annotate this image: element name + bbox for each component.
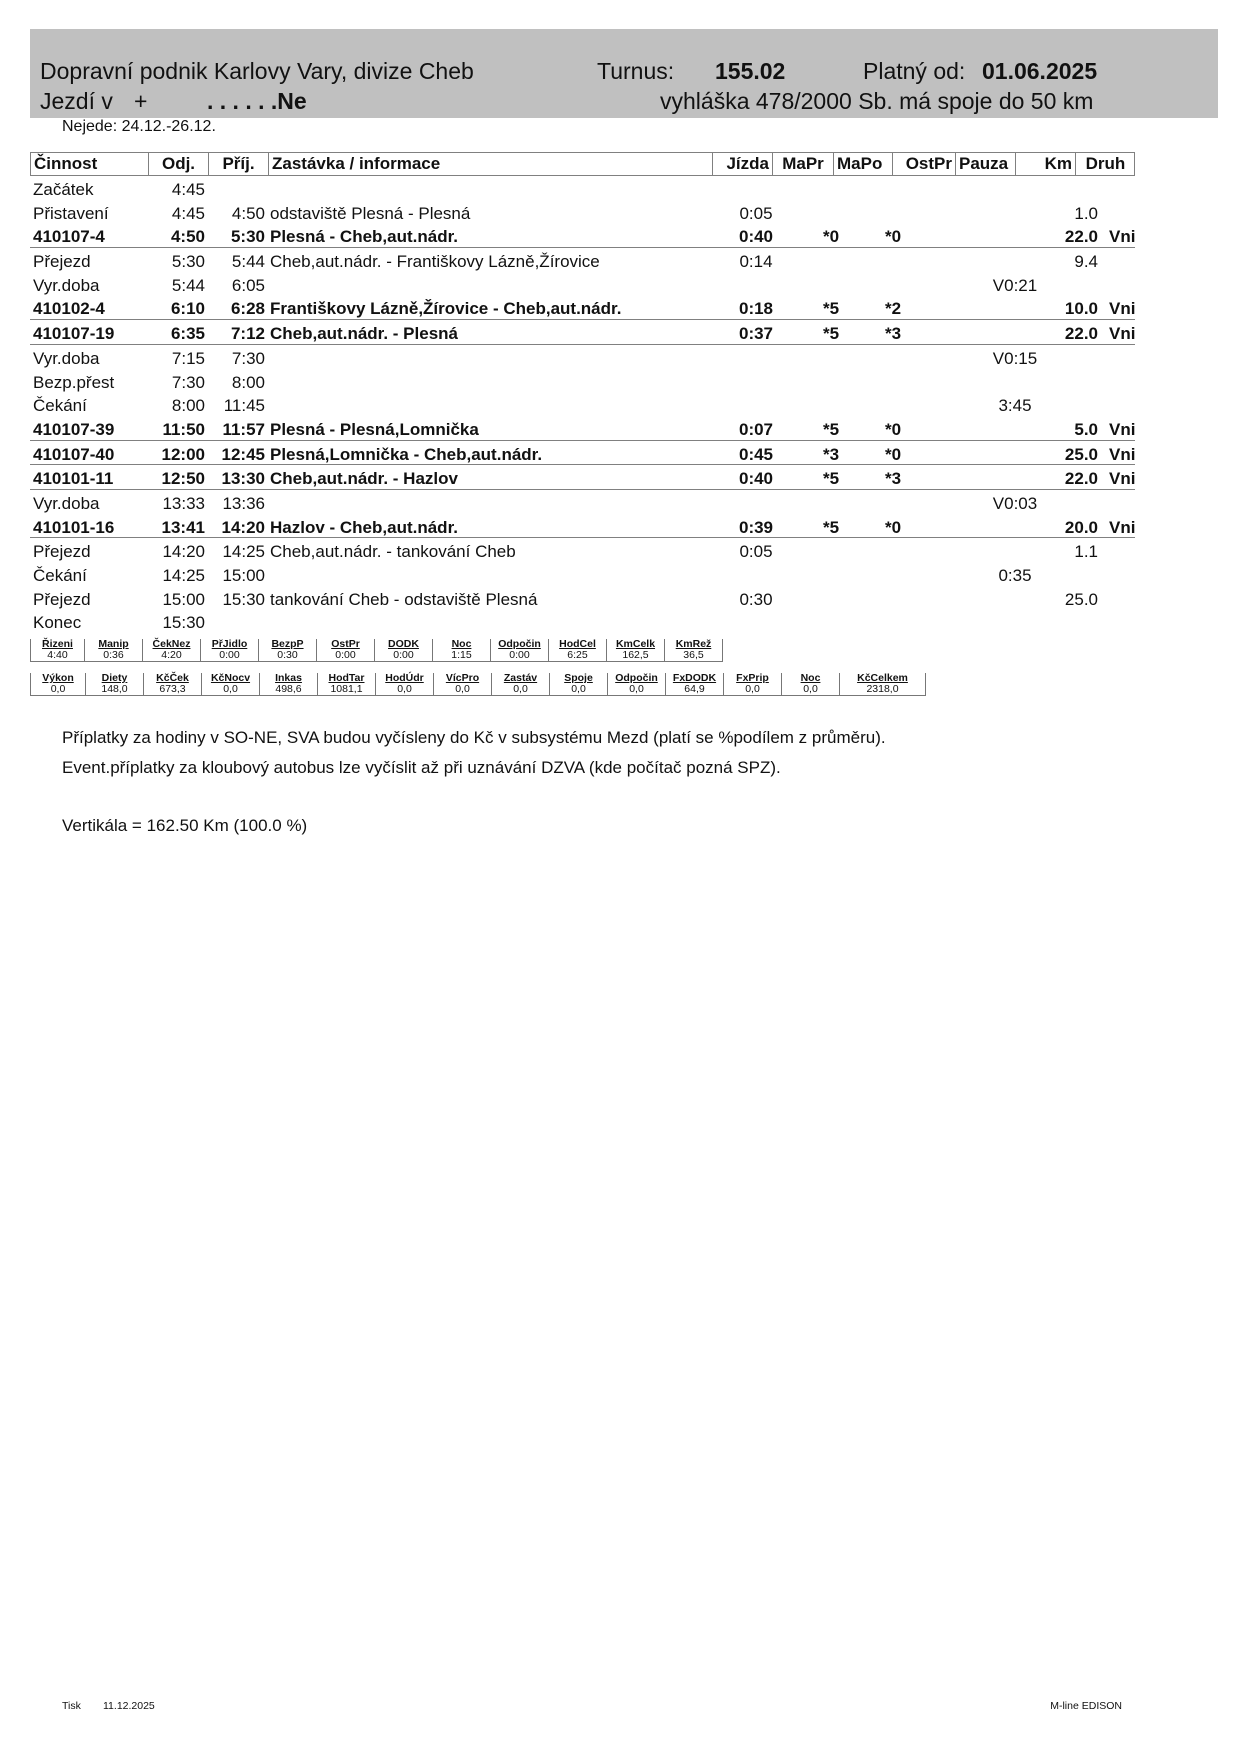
type-cell xyxy=(1101,586,1161,610)
drive-time-cell: 0:45 xyxy=(738,444,774,464)
runs-label: Jezdí v xyxy=(40,88,113,114)
mapr-cell: *5 xyxy=(822,517,840,537)
drive-time-cell: 0:05 xyxy=(739,203,773,223)
table-row xyxy=(30,369,1135,393)
arrival-cell: 7:30 xyxy=(231,348,265,368)
type-cell xyxy=(1101,609,1161,633)
type-cell xyxy=(1101,538,1161,562)
table-row xyxy=(30,392,1135,416)
departure-cell: 4:45 xyxy=(171,180,205,199)
summary-header: ČekNez xyxy=(143,639,201,650)
arrival-cell: 6:28 xyxy=(230,299,265,319)
print-date: 11.12.2025 xyxy=(103,1700,155,1712)
ostpr-cell xyxy=(892,295,955,319)
activity-cell: Čekání xyxy=(33,566,87,585)
table-row xyxy=(30,248,1135,272)
km-cell: 1.0 xyxy=(1074,203,1098,223)
company-name: Dopravní podnik Karlovy Vary, divize Cheb xyxy=(40,58,474,84)
col-mapr: MaPr xyxy=(773,153,834,175)
summary-value: 0,0 xyxy=(202,684,260,696)
km-cell: 22.0 xyxy=(1064,227,1098,247)
stop-info-cell xyxy=(268,392,742,416)
activity-cell: 410107-39 xyxy=(33,419,115,439)
table-header xyxy=(30,152,1135,176)
km-cell xyxy=(1015,490,1101,514)
departure-cell: 7:15 xyxy=(171,348,205,368)
km-cell: 1.1 xyxy=(1074,542,1098,562)
summary-header: HodTar xyxy=(318,673,376,684)
stop-info-cell: Plesná,Lomnička - Cheb,aut.nádr. xyxy=(270,444,543,464)
pause-cell: V0:03 xyxy=(992,493,1038,513)
table-row xyxy=(30,176,1135,200)
stop-info-cell: tankování Cheb - odstaviště Plesná xyxy=(270,589,538,609)
km-cell: 22.0 xyxy=(1064,469,1098,489)
stop-info-cell: Cheb,aut.nádr. - Františkovy Lázně,Žírovice xyxy=(270,252,600,272)
summary-header: Odpočin xyxy=(491,639,549,650)
note-surcharge-weekend: Příplatky za hodiny v SO-NE, SVA budou vyčísleny do Kč v subsystému Mezd (platí se %podílem z průměru). xyxy=(62,728,886,747)
table-row xyxy=(30,272,1135,296)
col-ostpr: OstPr xyxy=(893,153,956,175)
activity-cell: 410107-19 xyxy=(33,324,115,344)
stop-info-cell xyxy=(268,609,742,633)
drive-time-cell: 0:37 xyxy=(738,324,774,344)
summary-value: 0,0 xyxy=(608,684,666,696)
stop-info-cell xyxy=(268,490,742,514)
table-row xyxy=(30,538,1135,562)
departure-cell: 12:00 xyxy=(161,444,205,464)
summary-header: OstPr xyxy=(317,639,375,650)
stop-info-cell: Cheb,aut.nádr. - Hazlov xyxy=(270,469,458,489)
col-cinnost: Činnost xyxy=(31,153,149,175)
activity-cell: 410107-4 xyxy=(33,227,105,247)
type-cell: Vni xyxy=(1109,299,1136,319)
departure-cell: 6:10 xyxy=(170,299,205,319)
activity-cell: Přejezd xyxy=(33,542,91,562)
arrival-cell: 12:45 xyxy=(221,444,265,464)
departure-cell: 11:50 xyxy=(162,419,205,439)
mapo-cell: *0 xyxy=(884,227,902,247)
km-cell xyxy=(1015,609,1101,633)
table-row xyxy=(30,441,1135,466)
drive-time-cell xyxy=(712,609,800,633)
summary-header: DODK xyxy=(375,639,433,650)
summary-header: Inkas xyxy=(260,673,318,684)
turnus-label: Turnus: xyxy=(597,58,675,84)
summary-header: Diety xyxy=(86,673,144,684)
mapr-cell: *5 xyxy=(822,419,840,439)
drive-time-cell: 0:14 xyxy=(739,252,773,272)
ostpr-cell xyxy=(892,369,955,393)
km-cell xyxy=(1015,392,1101,416)
activity-cell: Přejezd xyxy=(33,589,91,609)
mapr-cell xyxy=(800,200,862,224)
type-cell xyxy=(1101,490,1161,514)
table-body xyxy=(30,176,1135,633)
summary-header: Noc xyxy=(782,673,840,684)
stop-info-cell: Plesná - Plesná,Lomnička xyxy=(270,419,479,439)
summary-header: FxDODK xyxy=(666,673,724,684)
km-cell xyxy=(1015,345,1101,369)
table-row xyxy=(30,609,1135,633)
activity-cell: 410102-4 xyxy=(33,299,105,319)
summary-value: 0,0 xyxy=(782,684,840,696)
summary-value: 4:40 xyxy=(31,650,85,662)
activity-cell: 410107-40 xyxy=(33,444,115,464)
mapo-cell: *0 xyxy=(884,419,902,439)
ostpr-cell xyxy=(892,586,955,610)
departure-cell: 13:41 xyxy=(161,517,205,537)
km-cell xyxy=(1015,176,1101,200)
drive-time-cell xyxy=(712,345,800,369)
summary-value: 36,5 xyxy=(665,650,723,662)
ostpr-cell xyxy=(892,514,955,538)
stop-info-cell: Cheb,aut.nádr. - tankování Cheb xyxy=(270,542,516,562)
summary-value: 0:30 xyxy=(259,650,317,662)
ostpr-cell xyxy=(892,490,955,514)
type-cell xyxy=(1101,176,1161,200)
ostpr-cell xyxy=(892,272,955,296)
table-row xyxy=(30,465,1135,490)
summary-header: KmCelk xyxy=(607,639,665,650)
mapr-cell xyxy=(800,586,862,610)
stop-info-cell xyxy=(268,345,742,369)
summary-header: HodCel xyxy=(549,639,607,650)
stop-info-cell xyxy=(268,176,742,200)
runs-plus: + xyxy=(134,88,148,114)
stop-info-cell xyxy=(268,562,742,586)
drive-time-cell xyxy=(712,369,800,393)
mapr-cell: *5 xyxy=(822,324,840,344)
mapr-cell xyxy=(800,538,862,562)
stop-info-cell: Cheb,aut.nádr. - Plesná xyxy=(270,324,458,344)
mapr-cell: *5 xyxy=(822,469,840,489)
col-zastavka: Zastávka / informace xyxy=(269,153,713,175)
table-row xyxy=(30,223,1135,248)
type-cell xyxy=(1101,248,1161,272)
summary-value: 498,6 xyxy=(260,684,318,696)
type-cell: Vni xyxy=(1109,517,1136,537)
activity-cell: Vyr.doba xyxy=(33,275,100,295)
ostpr-cell xyxy=(892,223,955,247)
regulation-note: vyhláška 478/2000 Sb. má spoje do 50 km xyxy=(660,88,1094,114)
type-cell: Vni xyxy=(1109,469,1136,489)
activity-cell: Přistavení xyxy=(33,203,109,223)
arrival-cell: 5:44 xyxy=(231,252,265,272)
ostpr-cell xyxy=(892,441,955,465)
stop-info-cell: odstaviště Plesná - Plesná xyxy=(270,203,471,223)
table-row xyxy=(30,586,1135,610)
km-cell: 10.0 xyxy=(1064,299,1098,319)
summary-header: Zastáv xyxy=(492,673,550,684)
mapr-cell xyxy=(800,345,862,369)
km-cell: 5.0 xyxy=(1074,419,1098,439)
departure-cell: 12:50 xyxy=(161,469,205,489)
ostpr-cell xyxy=(892,562,955,586)
arrival-cell: 13:36 xyxy=(222,493,265,513)
km-cell: 9.4 xyxy=(1074,252,1098,272)
arrival-cell xyxy=(208,176,268,200)
type-cell xyxy=(1101,345,1161,369)
activity-cell: Konec xyxy=(33,613,82,633)
departure-cell: 5:30 xyxy=(171,252,205,272)
mapr-cell xyxy=(800,392,862,416)
col-km: Km xyxy=(1016,153,1076,175)
table-row xyxy=(30,345,1135,369)
summary-header: Řizeni xyxy=(31,639,85,650)
print-label: Tisk xyxy=(62,1700,81,1712)
summary-value: 162,5 xyxy=(607,650,665,662)
km-cell xyxy=(1015,272,1101,296)
stop-info-cell xyxy=(268,272,742,296)
mapo-cell: *3 xyxy=(884,324,902,344)
ostpr-cell xyxy=(892,465,955,489)
mapr-cell: *3 xyxy=(822,444,840,464)
drive-time-cell xyxy=(712,272,800,296)
stop-info-cell: Hazlov - Cheb,aut.nádr. xyxy=(270,517,458,537)
pause-cell: 0:35 xyxy=(998,566,1032,585)
col-mapo: MaPo xyxy=(834,153,893,175)
km-cell: 22.0 xyxy=(1064,324,1098,344)
mapo-cell: *0 xyxy=(884,444,902,464)
departure-cell: 15:00 xyxy=(162,589,205,609)
arrival-cell: 7:12 xyxy=(230,324,265,344)
mapo-cell: *0 xyxy=(884,517,902,537)
summary-header: KčCelkem xyxy=(840,673,926,684)
drive-time-cell: 0:40 xyxy=(738,469,774,489)
summary-table-money xyxy=(30,673,926,696)
summary-value: 148,0 xyxy=(86,684,144,696)
ostpr-cell xyxy=(892,200,955,224)
type-cell: Vni xyxy=(1109,227,1136,247)
pause-cell: V0:15 xyxy=(992,348,1038,368)
km-cell: 20.0 xyxy=(1064,517,1098,537)
activity-cell: Vyr.doba xyxy=(33,493,100,513)
summary-value: 64,9 xyxy=(666,684,724,696)
departure-cell: 4:45 xyxy=(171,203,205,223)
ostpr-cell xyxy=(892,392,955,416)
summary-value: 0:00 xyxy=(317,650,375,662)
arrival-cell: 13:30 xyxy=(221,469,265,489)
drive-time-cell xyxy=(712,562,800,586)
summary-header: Výkon xyxy=(31,673,86,684)
activity-cell: Začátek xyxy=(33,180,94,199)
drive-time-cell: 0:18 xyxy=(738,299,774,319)
summary-header: PřJidlo xyxy=(201,639,259,650)
ostpr-cell xyxy=(892,609,955,633)
arrival-cell: 15:00 xyxy=(222,566,265,585)
drive-time-cell: 0:39 xyxy=(738,517,774,537)
summary-header: BezpP xyxy=(259,639,317,650)
departure-cell: 5:44 xyxy=(171,275,205,295)
arrival-cell xyxy=(208,609,268,633)
mapr-cell xyxy=(800,369,862,393)
departure-cell: 4:50 xyxy=(170,227,205,247)
departure-cell: 15:30 xyxy=(162,613,205,633)
arrival-cell: 14:25 xyxy=(222,542,265,562)
drive-time-cell xyxy=(712,392,800,416)
pause-cell: V0:21 xyxy=(992,275,1038,295)
activity-cell: Čekání xyxy=(33,396,87,416)
summary-header: VícPro xyxy=(434,673,492,684)
summary-value: 1:15 xyxy=(433,650,491,662)
type-cell xyxy=(1101,369,1161,393)
arrival-cell: 11:45 xyxy=(223,396,265,416)
summary-value: 6:25 xyxy=(549,650,607,662)
pause-cell: 3:45 xyxy=(998,396,1032,416)
mapr-cell xyxy=(800,490,862,514)
turnus-value: 155.02 xyxy=(715,58,786,84)
mapr-cell: *5 xyxy=(822,299,840,319)
type-cell xyxy=(1101,200,1161,224)
summary-table-hours xyxy=(30,639,723,662)
summary-value: 673,3 xyxy=(144,684,202,696)
summary-value: 1081,1 xyxy=(318,684,376,696)
summary-value: 0:00 xyxy=(491,650,549,662)
stop-info-cell: Františkovy Lázně,Žírovice - Cheb,aut.nádr. xyxy=(270,299,622,319)
vertical-km: Vertikála = 162.50 Km (100.0 %) xyxy=(62,816,308,835)
km-cell xyxy=(1015,562,1101,586)
drive-time-cell: 0:40 xyxy=(738,227,774,247)
type-cell xyxy=(1101,392,1161,416)
summary-header: Manip xyxy=(85,639,143,650)
arrival-cell: 8:00 xyxy=(231,372,265,392)
activity-cell: Přejezd xyxy=(33,252,91,272)
ostpr-cell xyxy=(892,320,955,344)
table-row xyxy=(30,416,1135,441)
summary-value: 0,0 xyxy=(550,684,608,696)
col-odj: Odj. xyxy=(149,153,209,175)
arrival-cell: 4:50 xyxy=(231,203,265,223)
col-prij: Příj. xyxy=(209,153,269,175)
summary-header: Odpočin xyxy=(608,673,666,684)
table-row xyxy=(30,320,1135,345)
activity-cell: 410101-16 xyxy=(33,517,115,537)
summary-value: 0:36 xyxy=(85,650,143,662)
mapr-cell xyxy=(800,609,862,633)
activity-cell: 410101-11 xyxy=(33,469,114,489)
table-row xyxy=(30,200,1135,224)
summary-value: 0,0 xyxy=(724,684,782,696)
summary-header: Spoje xyxy=(550,673,608,684)
table-row xyxy=(30,490,1135,514)
type-cell xyxy=(1101,562,1161,586)
summary-header: HodÚdr xyxy=(376,673,434,684)
summary-value: 0:00 xyxy=(201,650,259,662)
summary-header: FxPrip xyxy=(724,673,782,684)
runs-days: . . . . . .Ne xyxy=(207,88,307,114)
mapr-cell xyxy=(800,272,862,296)
mapr-cell xyxy=(800,248,862,272)
departure-cell: 14:20 xyxy=(162,542,205,562)
summary-header: Noc xyxy=(433,639,491,650)
type-cell xyxy=(1101,272,1161,296)
type-cell: Vni xyxy=(1109,419,1136,439)
ostpr-cell xyxy=(892,176,955,200)
drive-time-cell xyxy=(712,490,800,514)
drive-time-cell xyxy=(712,176,800,200)
mapo-cell: *2 xyxy=(884,299,902,319)
summary-value: 4:20 xyxy=(143,650,201,662)
activity-cell: Bezp.přest xyxy=(33,372,115,392)
valid-from-label: Platný od: xyxy=(863,58,966,84)
summary-header: KmRež xyxy=(665,639,723,650)
table-row xyxy=(30,562,1135,586)
summary-value: 0,0 xyxy=(31,684,86,696)
departure-cell: 14:25 xyxy=(162,566,205,585)
mapr-cell xyxy=(800,176,862,200)
km-cell: 25.0 xyxy=(1064,444,1098,464)
ostpr-cell xyxy=(892,345,955,369)
summary-value: 0,0 xyxy=(376,684,434,696)
arrival-cell: 15:30 xyxy=(222,589,265,609)
duty-table xyxy=(30,152,1135,633)
not-running-note: Nejede: 24.12.-26.12. xyxy=(62,118,216,135)
departure-cell: 13:33 xyxy=(162,493,205,513)
valid-from-value: 01.06.2025 xyxy=(982,58,1098,84)
drive-time-cell: 0:30 xyxy=(739,589,773,609)
departure-cell: 8:00 xyxy=(171,396,205,416)
mapr-cell xyxy=(800,562,862,586)
summary-header: KčČek xyxy=(144,673,202,684)
ostpr-cell xyxy=(892,538,955,562)
mapo-cell: *3 xyxy=(884,469,902,489)
drive-time-cell: 0:05 xyxy=(739,542,773,562)
departure-cell: 7:30 xyxy=(171,372,205,392)
mapr-cell: *0 xyxy=(822,227,840,247)
note-articulated-bus: Event.příplatky za kloubový autobus lze vyčíslit až při uznávání DZVA (kde počítač pozná SPZ). xyxy=(62,758,781,777)
stop-info-cell: Plesná - Cheb,aut.nádr. xyxy=(270,227,458,247)
activity-cell: Vyr.doba xyxy=(33,348,100,368)
summary-value: 0:00 xyxy=(375,650,433,662)
summary-value: 0,0 xyxy=(434,684,492,696)
km-cell xyxy=(1015,369,1101,393)
stop-info-cell xyxy=(268,369,742,393)
ostpr-cell xyxy=(892,248,955,272)
software-name: M-line EDISON xyxy=(1050,1700,1122,1712)
col-jizda: Jízda xyxy=(713,153,773,175)
type-cell: Vni xyxy=(1109,324,1136,344)
type-cell: Vni xyxy=(1109,444,1136,464)
summary-value: 0,0 xyxy=(492,684,550,696)
arrival-cell: 14:20 xyxy=(221,517,265,537)
arrival-cell: 5:30 xyxy=(230,227,265,247)
summary-header: KčNocv xyxy=(202,673,260,684)
col-pauza: Pauza xyxy=(956,153,1016,175)
arrival-cell: 11:57 xyxy=(222,419,265,439)
summary-value: 2318,0 xyxy=(840,684,926,696)
ostpr-cell xyxy=(892,416,955,440)
arrival-cell: 6:05 xyxy=(231,275,265,295)
km-cell: 25.0 xyxy=(1064,589,1098,609)
departure-cell: 6:35 xyxy=(170,324,205,344)
drive-time-cell: 0:07 xyxy=(738,419,774,439)
table-row xyxy=(30,295,1135,320)
col-druh: Druh xyxy=(1085,154,1126,173)
table-row xyxy=(30,514,1135,539)
